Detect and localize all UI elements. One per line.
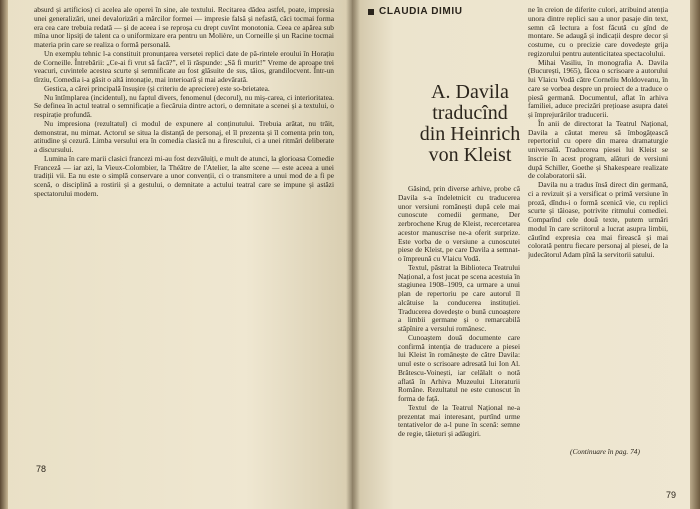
left-page-text [34, 6, 334, 458]
left-paragraph: Un exemplu tehnic l-a constituit pronunțarea versetei replici date de pă-rintele eroului în Horațiu de Corneille. Întrebării: „Ce-ai fi vrut să facă?”, el îi răspunde: „Să fi murit!” Vreme de aproape trei veacuri, cuvintele acestea scurte și semnificate au fost glăsuite de sus, tăios, grandilocvent. Într-un tîrziu, Comedia i-a găsit o altă intonație, mai interioară și mai adevărată. [34, 48, 334, 84]
book-gutter [346, 0, 360, 509]
mid-paragraph: Textul de la Teatrul Național ne-a prezentat mai interesant, purtînd urme tentativelor de a-l pune în scenă: semne de regie, tăieturi și adăugiri. [398, 402, 520, 438]
title-line: traducînd [432, 102, 508, 124]
right-paragraph: Davila nu a tradus însă direct din germană, ci a revizuit și a versificat o primă versiune în proză, dîndu-i o formă scenică vie, cu replici scurte și tăioase, potrivite ritmului comediei. Comparînd cele două texte, putem urmări modul în care scriitorul a lucrat asupra limbii, căutînd expresia cea mai firească și mai colorată pentru fiecare personaj al piesei, de la judecătorul Adam pînă la servitorii satului. [528, 180, 668, 259]
title-line: A. Davila [431, 81, 509, 103]
mid-paragraph: Textul, păstrat la Biblioteca Teatrului Național, a fost jucat pe scena acestuia în stagiunea 1908–1909, ca urmare a unui plan de repertoriu pe care autorul îl alcătuise la conducerea instituției. Traducerea dovedește o bună cunoaștere a limbii germane și o remarcabilă stăpînire a versului românesc. [398, 262, 520, 333]
left-paragraph: Lumina în care marii clasici francezi mi-au fost dezvăluiți, e mult de atunci, la glorioasa Comedie Franceză — iar azi, la Vieux-Colombier, la Théâtre de l'Atelier, la alte scene — este aceea a unei tradiții vii. Ea nu este o simplă conservare a unor convenții, ci o transmitere a unui mod de a fi pe scenă, o disciplină a rostirii și a gestului, o demnitate a actului teatral care se impune și astăzi spectatorului modern. [34, 153, 334, 198]
title-line: din Heinrich [419, 123, 521, 145]
right-paragraph: Mihai Vasiliu, în monografia A. Davila (București, 1965), făcea o scrisoare a autorului lui Vlaicu Vodă către Corneliu Moldoveanu, în care se vorbea despre un proiect de a traduce o piesă germană. Documentul, aflat în arhiva familiei, aduce precizări prețioase asupra datei și împrejurărilor traducerii. [528, 57, 668, 119]
continuation-note: (Continuare în pag. 74) [570, 447, 640, 456]
article-author [368, 6, 463, 17]
article-title [410, 82, 530, 166]
title-line: von Kleist [428, 144, 512, 166]
right-paragraph: ne în creion de diferite culori, atribuind atenția unora dintre replici sau a unor pasaje din text, semn că lectura a fost făcută cu gînd de montare. Se adaugă și indicații despre decor și costume, cu o precizie care dovedește grija regizorului pentru autenticitatea spectacolului. [528, 6, 668, 58]
left-page-number: 78 [36, 464, 47, 474]
left-paragraph: Nu întîmplarea (incidentul), nu faptul divers, fenomenul (decorul), nu miș-carea, ci interioritatea. Se definea în actul teatral o semnificație a fiecăruia dintre actori, o demnitate a scenei și a textului, o respirație profundă. [34, 92, 334, 119]
right-paragraph: În anii de directorat la Teatrul Național, Davila a căutat mereu să îmbogățească repertoriul cu opere din marea dramaturgie universală. Traducerea piesei lui Kleist se înscrie în acest program, alături de versiuni după Schiller, Goethe și Shakespeare realizate de colaboratorii săi. [528, 118, 668, 181]
left-paragraph: absurd și artificios) ci acelea ale operei în sine, ale textului. Recitarea dădea astfel, poate, impresia unei generalizări, unei devalorizări a mărcilor formei — impresie falsă și nefastă, căci tocmai forma era cea care trebuia redată — și de aceea i se reproșa cu drept cuvînt monotonia. Ceea ce apărea sub mîna unor lipsiți de talent ca o uniformizare era pentru un Molière, un Corneille și un Racine tocmai materia prin care se realiza o formă personală. [34, 6, 334, 49]
square-bullet-icon [368, 9, 374, 15]
right-page-number: 79 [665, 490, 676, 500]
mid-paragraph: Găsind, prin diverse arhive, probe că Davila s-a îndeletnicit cu traducerea unor versiuni românești după cele mai cunoscute comedii germane, Der zerbrochene Krug de Kleist, recercetarea acestor manuscrise ne-a oferit surprize. Este vorba de o versiune a cunoscutei piese de Kleist, pe care Davila a semnat-o împreună cu Vlaicu Vodă. [398, 185, 520, 263]
left-paragraph: Nu impresiona (rezultatul) ci modul de expunere al conținutului. Trebuia arătat, nu trăit, demonstrat, nu mimat. Actorul se situa la distanță de personaj, el îl prezenta și îl comenta prin ton, atitudine și cezură. Limba versului era în comedia clasică nu a firescului, ci a unei ritmări deliberate a discursului. [34, 118, 334, 154]
mid-paragraph: Cunoaștem două documente care confirmă intenția de traducere a piesei lui Kleist în românește de către Davila: unul este o scrisoare adresată lui Ion Al. Brătescu-Voinești, iar celălalt o notă aflată în Arhiva Muzeului Literaturii Române. Rezultatul ne este cunoscut în forma de față. [398, 332, 520, 403]
right-page-middle-column [398, 185, 520, 457]
right-book-edge [690, 0, 700, 509]
author-name: CLAUDIA DIMIU [379, 6, 463, 17]
left-paragraph: Gestica, a cărei principală însușire (și criteriu de apreciere) este so-brietatea. [44, 83, 270, 93]
left-book-edge [0, 0, 8, 509]
right-page-right-column [528, 6, 668, 458]
